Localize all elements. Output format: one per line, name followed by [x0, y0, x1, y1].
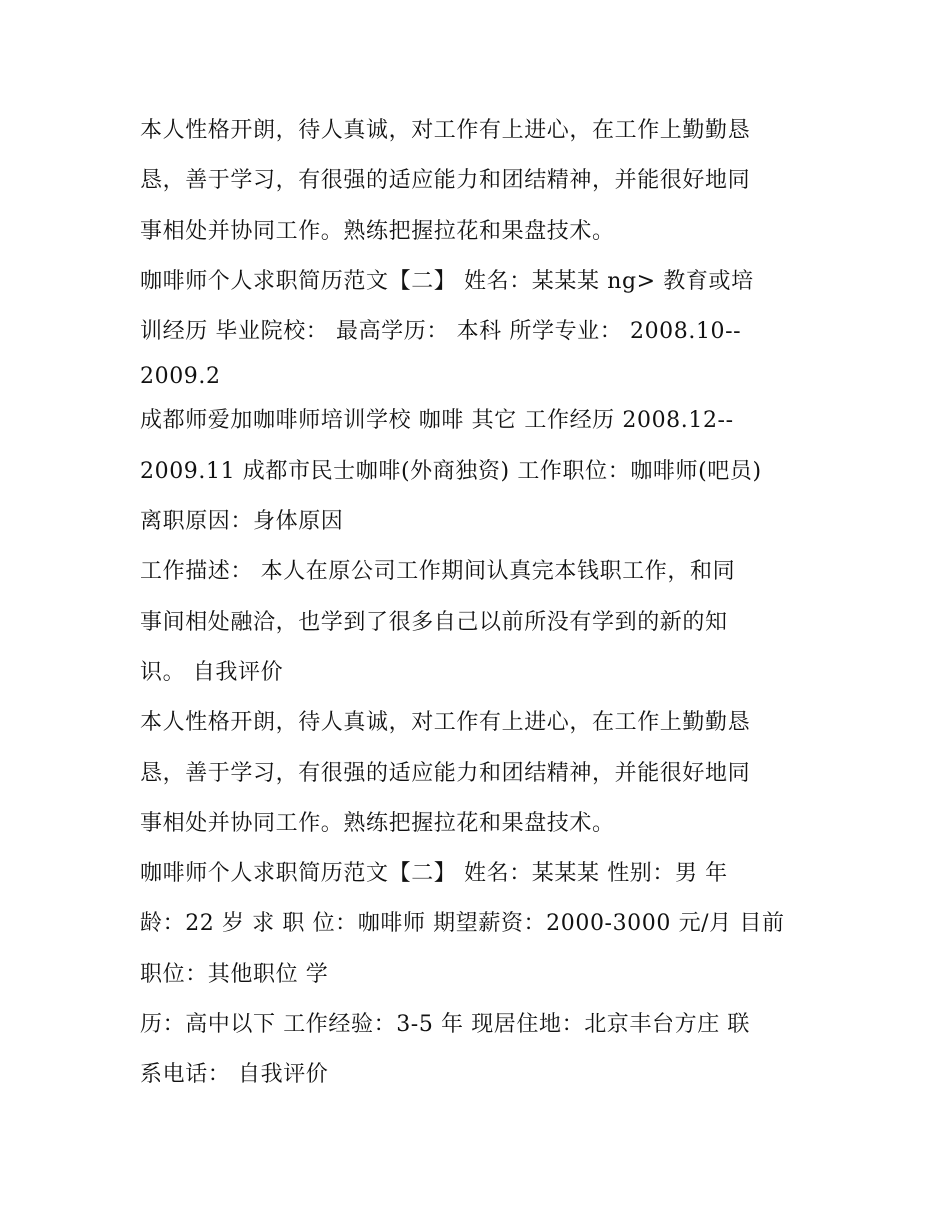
- text-line: 本人性格开朗，待人真诚，对工作有上进心，在工作上勤勤恳: [140, 710, 751, 736]
- text-line: 工作描述： 本人在原公司工作期间认真完本钱职工作，和同: [140, 559, 736, 585]
- document-body: [140, 106, 820, 1101]
- text-line: 2009.11 成都市民士咖啡(外商独资) 工作职位：咖啡师(吧员): [140, 458, 762, 484]
- text-line: 2009.2: [140, 364, 221, 390]
- text-line: 训经历 毕业院校： 最高学历： 本科 所学专业： 2008.10--: [140, 319, 742, 345]
- text-line: 咖啡师个人求职简历范文【二】 姓名：某某某 性别：男 年: [140, 861, 728, 887]
- text-line: 离职原因：身体原因: [140, 509, 344, 535]
- text-line: 职位：其他职位 学: [140, 961, 329, 987]
- text-line: 历：高中以下 工作经验：3-5 年 现居住地：北京丰台方庄 联: [140, 1012, 751, 1038]
- text-line: 事相处并协同工作。熟练把握拉花和果盘技术。: [140, 810, 615, 836]
- text-line: 本人性格开朗，待人真诚，对工作有上进心，在工作上勤勤恳: [140, 118, 751, 143]
- text-line: 事间相处融洽，也学到了很多自己以前所没有学到的新的知: [140, 609, 728, 635]
- text-line: 龄：22 岁 求 职 位：咖啡师 期望薪资：2000-3000 元/月 目前: [140, 911, 785, 937]
- text-line: 恳，善于学习，有很强的适应能力和团结精神，并能很好地同: [140, 760, 751, 786]
- text-line: 成都师爱加咖啡师培训学校 咖啡 其它 工作经历 2008.12--: [140, 408, 734, 434]
- text-line: 事相处并协同工作。熟练把握拉花和果盘技术。: [140, 218, 615, 244]
- text-line: 恳，善于学习，有很强的适应能力和团结精神，并能很好地同: [140, 168, 751, 194]
- text-line: 咖啡师个人求职简历范文【二】 姓名：某某某 ng> 教育或培: [140, 268, 754, 294]
- text-line: 系电话： 自我评价: [140, 1062, 329, 1088]
- text-line: 识。 自我评价: [140, 659, 284, 685]
